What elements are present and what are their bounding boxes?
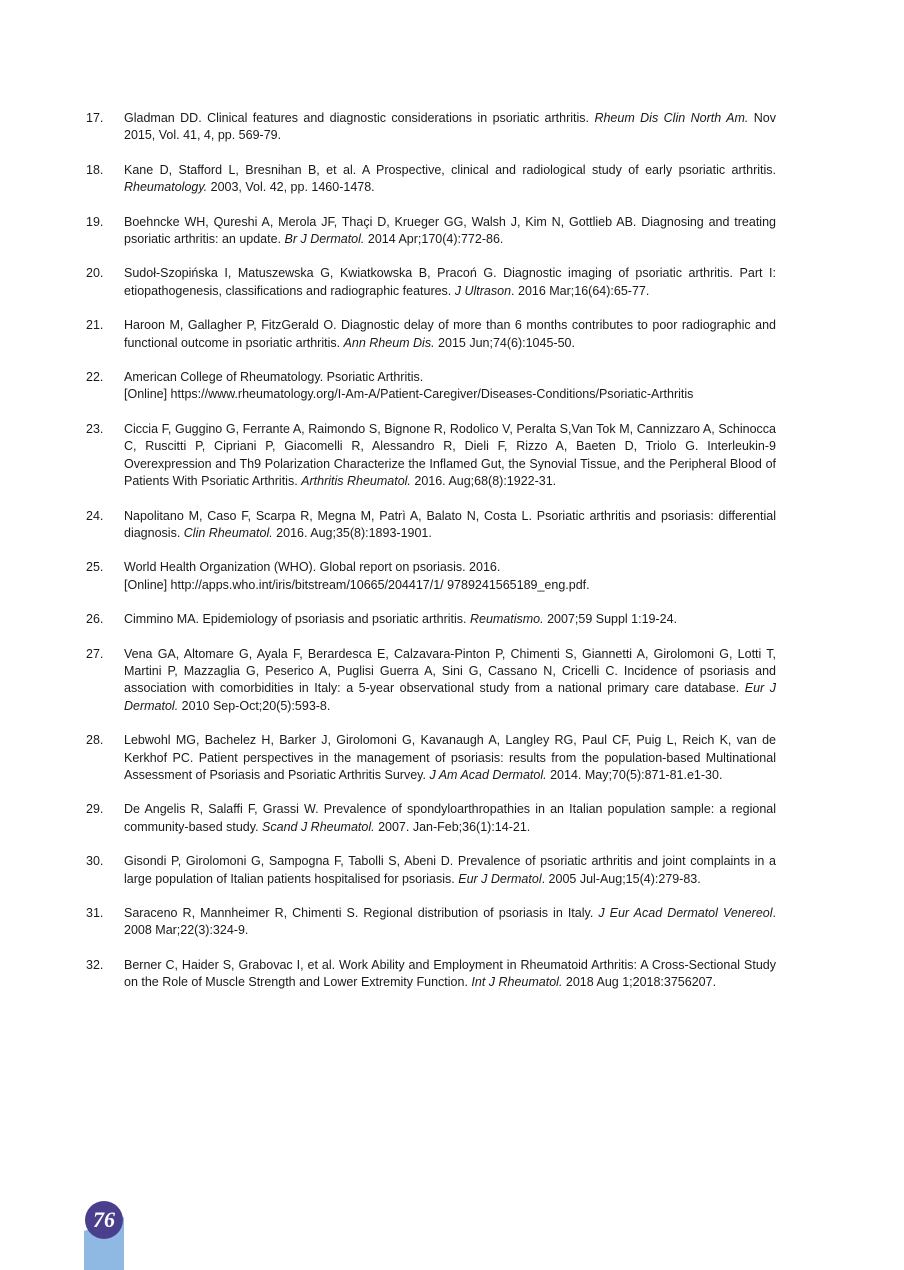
reference-number: 26. [86,612,104,627]
reference-item [86,801,776,836]
reference-number: 27. [86,646,104,661]
reference-number: 25. [86,560,104,575]
reference-text [124,732,776,784]
journal-title: Eur J Dermatol [458,871,542,886]
reference-number: 28. [86,733,104,748]
reference-text [124,162,776,197]
reference-fragment: . 2008 Mar;22(3):324-9. [124,906,776,938]
reference-item [86,905,776,940]
reference-item [86,110,776,145]
journal-title: Clin Rheumatol. [183,525,273,540]
journal-title: J Am Acad Dermatol. [429,767,547,782]
reference-fragment: Ciccia F, Guggino G, Ferrante A, Raimondo S, Bignone R, Rodolico V, Peralta S,Van Tok M, Cannizzaro A, Schinocca C, Ruscitti P, Cipriani P, Giacomelli R, Alessandro R, Dieli F, Rizzo A, Baeten D, Triolo G. Interleukin-9 Overexpression and Th9 Polarization Characterize the Inflamed Gut, the Synovial Tissue, and the Peripheral Blood of Patients With Psoriatic Arthritis. [124,421,776,489]
reference-number: 22. [86,370,104,385]
reference-item [86,265,776,300]
reference-fragment: Cimmino MA. Epidemiology of psoriasis and psoriatic arthritis. [124,612,470,627]
reference-fragment: [Online] https://www.rheumatology.org/I-Am-A/Patient-Caregiver/Diseases-Conditions/Psoriatic-Arthritis [124,387,694,402]
reference-number: 23. [86,421,104,436]
reference-fragment: . 2016 Mar;16(64):65-77. [511,283,650,298]
reference-item [86,162,776,197]
reference-item [86,611,776,628]
reference-fragment: Vena GA, Altomare G, Ayala F, Berardesca E, Calzavara-Pinton P, Chimenti S, Giannetti A, Girolomoni G, Lotti T, Martini P, Mazzaglia G, Peserico A, Puglisi Guerra A, Sini G, Cassano N, Cricelli C. Incidence of psoriasis and association with comorbidities in Italy: a 5-year observational study from a national primary care database. [124,646,776,696]
reference-item [86,421,776,491]
reference-fragment: [Online] http://apps.who.int/iris/bitstream/10665/204417/1/ 9789241565189_eng.pdf. [124,577,590,592]
reference-text [124,265,776,300]
reference-number: 29. [86,802,104,817]
reference-number: 18. [86,162,104,177]
reference-item [86,508,776,543]
reference-fragment: 2015 Jun;74(6):1045-50. [434,335,575,350]
reference-number: 24. [86,508,104,523]
reference-fragment: 2007. Jan-Feb;36(1):14-21. [374,819,531,834]
reference-fragment: Napolitano M, Caso F, Scarpa R, Megna M, Patrì A, Balato N, Costa L. Psoriatic arthritis and psoriasis: differential diagnosis. [124,508,776,540]
reference-text [124,421,776,491]
journal-title: Rheum Dis Clin North Am. [594,111,749,125]
reference-list [86,110,776,1009]
reference-fragment: Sudoł-Szopińska I, Matuszewska G, Kwiatkowska B, Pracoń G. Diagnostic imaging of psoriatic arthritis. Part I: etiopathogenesis, classifications and radiographic features. [124,266,776,298]
reference-fragment: 2016. Aug;68(8):1922-31. [410,474,557,489]
journal-title: J Eur Acad Dermatol Venereol [598,906,773,920]
reference-fragment: 2014. May;70(5):871-81.e1-30. [546,767,723,782]
reference-item [86,646,776,716]
reference-fragment: Nov 2015, Vol. 41, 4, pp. 569-79. [124,111,777,143]
reference-item [86,732,776,784]
reference-number: 30. [86,854,104,869]
reference-fragment: Gisondi P, Girolomoni G, Sampogna F, Tabolli S, Abeni D. Prevalence of psoriatic arthritis and joint complaints in a large population of Italian patients hospitalised for psoriasis. [124,854,776,886]
reference-fragment: 2007;59 Suppl 1:19-24. [543,612,678,627]
reference-item [86,853,776,888]
journal-title: Rheumatology. [124,180,208,195]
reference-fragment: Kane D, Stafford L, Bresnihan B, et al. A Prospective, clinical and radiological study of early psoriatic arthritis. [124,162,776,177]
reference-fragment: 2003, Vol. 42, pp. 1460-1478. [207,180,375,195]
journal-title: Reumatismo. [469,612,544,627]
reference-text [124,905,776,940]
reference-text [124,801,776,836]
reference-text [124,214,776,249]
reference-item [86,369,776,404]
reference-number: 32. [86,957,104,972]
journal-title: Eur J Dermatol. [124,681,776,713]
reference-fragment: Berner C, Haider S, Grabovac I, et al. Work Ability and Employment in Rheumatoid Arthritis: A Cross-Sectional Study on the Role of Muscle Strength and Lower Extremity Function. [124,957,776,990]
reference-text [124,559,776,594]
reference-fragment: Boehncke WH, Qureshi A, Merola JF, Thaçi D, Krueger GG, Walsh J, Kim N, Gottlieb AB. Diagnosing and treating psoriatic arthritis: an update. [124,214,776,247]
reference-fragment: De Angelis R, Salaffi F, Grassi W. Prevalence of spondyloarthropathies in an Italian population sample: a regional community-based study. [124,802,776,834]
page-number: 76 [93,1207,115,1232]
reference-fragment: Saraceno R, Mannheimer R, Chimenti S. Regional distribution of psoriasis in Italy. [124,906,599,920]
reference-fragment: 2016. Aug;35(8):1893-1901. [272,525,432,540]
reference-number: 31. [86,906,104,920]
reference-fragment: Haroon M, Gallagher P, FitzGerald O. Diagnostic delay of more than 6 months contributes to poor radiographic and functional outcome in psoriatic arthritis. [124,318,776,350]
reference-number: 20. [86,266,104,281]
reference-number: 17. [86,111,104,125]
reference-text [124,369,776,404]
reference-number: 19. [86,214,104,229]
reference-fragment: Lebwohl MG, Bachelez H, Barker J, Girolomoni G, Kavanaugh A, Langley RG, Paul CF, Puig L, Reich K, van de Kerkhof PC. Patient perspectives in the management of psoriasis: results from the population-based Multinational Assessment of Psoriasis and Psoriatic Arthritis Survey. [124,733,776,782]
reference-text [124,110,776,145]
reference-item [86,214,776,249]
journal-title: Scand J Rheumatol. [262,819,375,834]
reference-fragment: American College of Rheumatology. Psoriatic Arthritis. [124,370,424,385]
journal-title: Int J Rheumatol. [471,975,563,990]
reference-fragment: 2010 Sep-Oct;20(5):593-8. [178,698,331,713]
journal-title: Br J Dermatol. [284,232,365,247]
reference-fragment: 2018 Aug 1;2018:3756207. [562,975,717,990]
journal-title: J Ultrason [454,283,512,298]
reference-text [124,957,776,992]
reference-item [86,957,776,992]
journal-title: Ann Rheum Dis. [343,335,435,350]
reference-text [124,853,776,888]
reference-number: 21. [86,318,104,333]
reference-text [124,317,776,352]
reference-text [124,508,776,543]
reference-fragment: 2014 Apr;170(4):772-86. [364,232,504,247]
reference-fragment: . 2005 Jul-Aug;15(4):279-83. [541,871,701,886]
reference-fragment: World Health Organization (WHO). Global report on psoriasis. 2016. [124,560,501,575]
reference-fragment: Gladman DD. Clinical features and diagnostic considerations in psoriatic arthritis. [124,111,595,125]
reference-item [86,559,776,594]
reference-text [124,611,776,628]
journal-title: Arthritis Rheumatol. [301,474,411,489]
reference-item [86,317,776,352]
reference-text [124,646,776,716]
